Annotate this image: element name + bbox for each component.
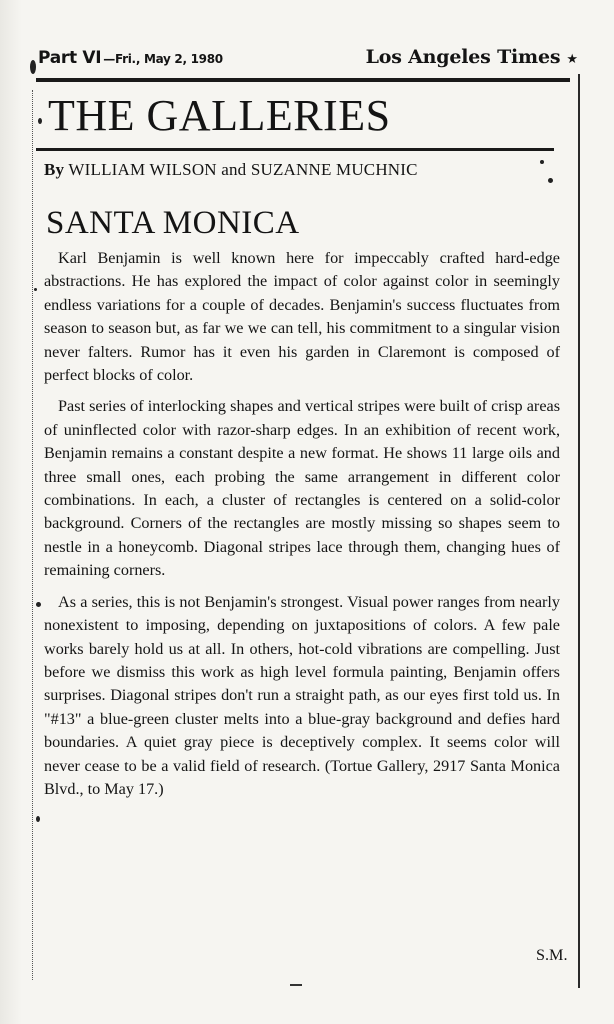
- print-speck: [540, 160, 544, 164]
- column-rule-left: [32, 90, 34, 980]
- article-paragraph: Past series of interlocking shapes and vertical stripes were built of crisp areas of uninflected color with razor-sharp edges. In an exhibition of recent work, Benjamin remains a constant despite a new format. He shows 11 large oils and three small ones, each probing the same arrangement in different color combinations. In each, a cluster of rectangles is centered on a solid-color background. Corners of the rectangles are mostly missing so shapes seem to nestle in a honeycomb. Diagonal stripes lace through them, changing hues of remaining corners.: [44, 397, 560, 580]
- print-speck: [34, 288, 37, 291]
- article-paragraph: Karl Benjamin is well known here for impeccably crafted hard-edge abstractions. He has explored the impact of color against color in seemingly endless variations for a couple of decades. Benjamin's success fluctuates from season to season but, as far we we can tell, his commitment to a singular vision never falters. Rumor has it even his garden in Claremont is composed of perfect blocks of color.: [44, 249, 560, 385]
- print-speck: [38, 118, 42, 124]
- print-speck: [548, 178, 553, 183]
- author-initials: S.M.: [536, 946, 568, 964]
- print-speck: [36, 816, 40, 822]
- masthead: [38, 46, 578, 76]
- masthead-rule: [36, 78, 570, 82]
- section-title: THE GALLERIES: [48, 91, 391, 140]
- byline: [44, 160, 418, 180]
- article-paragraph: As a series, this is not Benjamin's strongest. Visual power ranges from nearly nonexistent to imposing, depending on juxtapositions of colors. A few pale works barely hold us at all. In others, hot-cold vibrations are compelling. Just before we dismiss this work as high level formula painting, Benjamin offers surprises. Diagonal stripes don't run a straight path, as our eyes first told us. In "#13" a blue-green cluster melts into a blue-gray background and defies hard boundaries. A quiet gray piece is deceptively complex. It seems color will never cease to be a valid field of research. (Tortue Gallery, 2917 Santa Monica Blvd., to May 17.): [44, 592, 560, 798]
- page-edge: [0, 0, 22, 1024]
- byline-by: By: [44, 160, 65, 179]
- section-folio: [38, 48, 223, 68]
- article-body: [44, 247, 560, 801]
- star-icon: ★: [566, 52, 578, 67]
- section-label: Part VI: [38, 48, 102, 68]
- newspaper-name: Los Angeles Times: [365, 46, 561, 68]
- print-speck: [36, 602, 41, 607]
- byline-authors: WILLIAM WILSON and SUZANNE MUCHNIC: [68, 160, 418, 179]
- print-speck: [30, 60, 36, 74]
- article-headline: SANTA MONICA: [46, 205, 300, 241]
- end-dash: [290, 984, 302, 986]
- issue-date: —Fri., May 2, 1980: [103, 52, 223, 66]
- byline-rule: [36, 148, 554, 151]
- column-rule-right: [578, 74, 580, 988]
